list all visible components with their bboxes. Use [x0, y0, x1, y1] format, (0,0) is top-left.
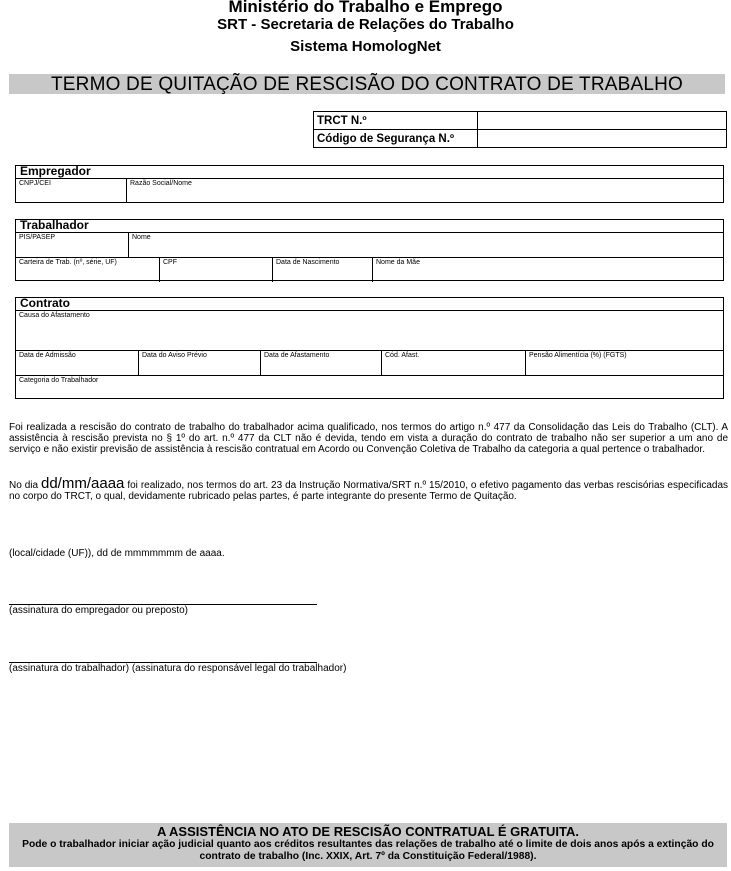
codigo-seguranca-value[interactable]: [478, 130, 727, 148]
causa-afastamento-field[interactable]: Causa do Afastamento: [19, 312, 90, 319]
contrato-title: Contrato: [16, 298, 723, 311]
footer-heading: A ASSISTÊNCIA NO ATO DE RESCISÃO CONTRATUAL É GRATUITA.: [156, 824, 580, 839]
cnpj-field[interactable]: CNPJ/CEI: [19, 180, 51, 187]
carteira-field[interactable]: Carteira de Trab. (nº, série, UF): [19, 259, 117, 266]
pagamento-prefix: No dia: [9, 480, 39, 491]
afastamento-field[interactable]: Data de Afastamento: [260, 351, 381, 375]
secretaria-heading: SRT - Secretaria de Relações do Trabalho: [217, 16, 514, 33]
pagamento-date: dd/mm/aaaa: [41, 475, 125, 492]
pis-field[interactable]: PIS/PASEP: [19, 234, 56, 241]
razao-social-field[interactable]: Razão Social/Nome: [126, 179, 723, 203]
categoria-field[interactable]: Categoria do Trabalhador: [19, 377, 99, 384]
nome-field[interactable]: Nome: [128, 233, 723, 257]
trct-table: [313, 111, 727, 148]
trct-label: TRCT N.º: [314, 112, 478, 130]
trabalhador-signature-label: (assinatura do trabalhador) (assinatura do responsável legal do trabalhador): [9, 663, 347, 674]
cod-afastamento-field[interactable]: Cód. Afast.: [381, 351, 525, 375]
rescisao-paragraph: Foi realizada a rescisão do contrato de trabalho do trabalhador acima qualificado, nos termos do artigo n.º 477 da Consolidação das Leis do Trabalho (CLT). A assistência à rescisão prevista no § 1º do art. n.º 477 da CLT não é devida, tendo em vista a duração do contrato de trabalho não ser superior a um ano de serviço e não existir previsão de assistência à rescisão contratual em Acordo ou Convenção Coletiva de Trabalho da categoria a qual pertence o trabalhador.: [9, 422, 728, 455]
nascimento-field[interactable]: Data de Nascimento: [272, 258, 372, 282]
ministry-heading: Ministério do Trabalho e Emprego: [228, 0, 503, 16]
empregador-title: Empregador: [16, 166, 723, 179]
footer-notice: [9, 823, 727, 867]
pagamento-paragraph: [9, 475, 729, 502]
admissao-field[interactable]: Data de Admissão: [19, 352, 76, 359]
cpf-field[interactable]: CPF: [159, 258, 272, 282]
document-title: TERMO DE QUITAÇÃO DE RESCISÃO DO CONTRATO DE TRABALHO: [9, 74, 725, 94]
codigo-seguranca-label: Código de Segurança N.º: [314, 130, 478, 148]
pensao-field[interactable]: Pensão Alimentícia (%) (FGTS): [525, 351, 723, 375]
nome-mae-field[interactable]: Nome da Mãe: [372, 258, 723, 282]
trabalhador-title: Trabalhador: [16, 220, 723, 233]
local-date-line: (local/cidade (UF)), dd de mmmmmmm de aaaa.: [9, 548, 225, 559]
trabalhador-section: [15, 219, 724, 281]
pagamento-rest: foi realizado, nos termos do art. 23 da Instrução Normativa/SRT n.º 15/2010, o efetivo pagamento das verbas rescisórias especificadas no corpo do TRCT, o qual, devidamente rubricado pelas partes, é parte integrante do presente Termo de Quitação.: [9, 480, 729, 502]
contrato-section: [15, 297, 724, 399]
aviso-previo-field[interactable]: Data do Aviso Prévio: [138, 351, 260, 375]
footer-text: Pode o trabalhador iniciar ação judicial quanto aos créditos resultantes das relações de trabalho até o limite de dois anos após a extinção do contrato de trabalho (Inc. XXIX, Art. 7º da Constituição Federal/1988).: [22, 839, 714, 862]
sistema-heading: Sistema HomologNet: [290, 38, 441, 55]
empregador-signature-label: (assinatura do empregador ou preposto): [9, 605, 188, 616]
empregador-section: [15, 165, 724, 203]
trct-value[interactable]: [478, 112, 727, 130]
